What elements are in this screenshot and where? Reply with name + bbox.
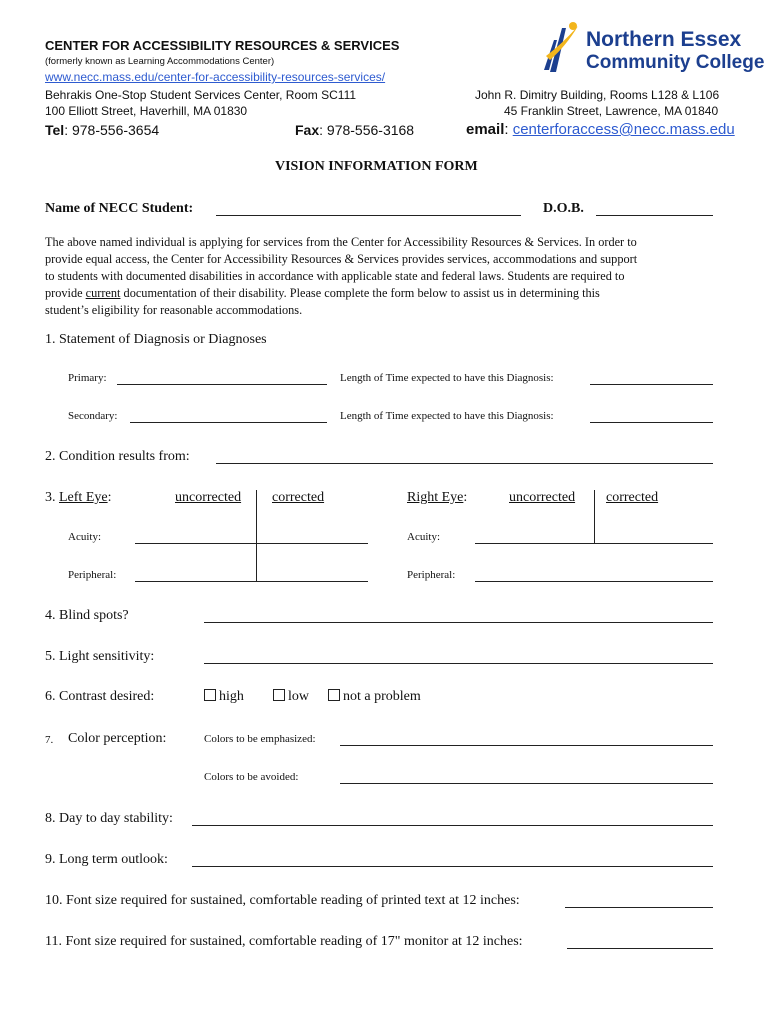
colors-avoided-label: Colors to be avoided:: [204, 771, 299, 783]
student-name-field[interactable]: [216, 215, 521, 216]
primary-length-label: Length of Time expected to have this Diagnosis:: [340, 372, 554, 384]
haverhill-address-line2: 100 Elliott Street, Haverhill, MA 01830: [45, 104, 248, 118]
left-uncorrected-heading: uncorrected: [175, 490, 242, 505]
left-corrected-heading: corrected: [272, 490, 325, 505]
phone-number: Tel: 978-556-3654: [45, 122, 160, 138]
left-acuity-label: Acuity:: [68, 531, 101, 543]
secondary-length-field[interactable]: [590, 422, 713, 423]
email-link[interactable]: centerforaccess@necc.mass.edu: [512, 121, 735, 138]
right-peripheral-label: Peripheral:: [407, 569, 456, 581]
left-peripheral-label: Peripheral:: [68, 569, 117, 581]
light-sensitivity-field[interactable]: [204, 663, 713, 664]
org-title: CENTER FOR ACCESSIBILITY RESOURCES & SERVICES: [45, 38, 400, 53]
long-term-outlook-field[interactable]: [192, 866, 713, 867]
right-corrected-heading: corrected: [606, 490, 659, 505]
left-peripheral-field[interactable]: [135, 581, 368, 582]
email-contact: email: centerforaccess@necc.mass.edu: [466, 121, 735, 138]
question-4-label: 4. Blind spots?: [45, 608, 129, 623]
secondary-diagnosis-field[interactable]: [130, 422, 327, 423]
primary-diagnosis-label: Primary:: [68, 372, 107, 384]
condition-results-field[interactable]: [216, 463, 713, 464]
dob-field[interactable]: [596, 215, 713, 216]
checkbox-low[interactable]: [273, 689, 285, 701]
question-9-label: 9. Long term outlook:: [45, 852, 168, 867]
dob-label: D.O.B.: [543, 201, 584, 216]
question-11-label: 11. Font size required for sustained, comfortable reading of 17" monitor at 12 inches:: [45, 934, 523, 949]
primary-length-field[interactable]: [590, 384, 713, 385]
question-3-left-eye-label: 3. Left Eye:: [45, 490, 112, 505]
right-peripheral-field[interactable]: [475, 581, 713, 582]
checkbox-high[interactable]: [204, 689, 216, 701]
primary-diagnosis-field[interactable]: [117, 384, 327, 385]
intro-paragraph: The above named individual is applying for services from the Center for Accessibility Resources & Services. In order to provide equal access, the Center for Accessibility Resources & Services provides services, accommodations and support to students with documented disabilities in accordance with applicable state and federal laws. Students are required to provide current documentation of their disability. Please complete the form below to assist us in determining this student’s eligibility for reasonable accommodations.: [45, 235, 638, 317]
college-logo-icon: [540, 20, 580, 78]
right-uncorrected-heading: uncorrected: [509, 490, 576, 505]
fax-number: Fax: 978-556-3168: [295, 122, 415, 138]
contrast-not-a-problem-option[interactable]: not a problem: [328, 689, 421, 705]
right-eye-label: Right Eye:: [407, 490, 468, 505]
colors-avoided-field[interactable]: [340, 783, 713, 784]
secondary-length-label: Length of Time expected to have this Diagnosis:: [340, 410, 554, 422]
question-6-label: 6. Contrast desired:: [45, 689, 155, 704]
contrast-high-option[interactable]: high: [204, 689, 244, 705]
question-1-label: 1. Statement of Diagnosis or Diagnoses: [45, 332, 267, 347]
right-acuity-label: Acuity:: [407, 531, 440, 543]
secondary-diagnosis-label: Secondary:: [68, 410, 118, 422]
logo-text-line1: Northern Essex: [586, 28, 742, 51]
website-link[interactable]: www.necc.mass.edu/center-for-accessibility-resources-services/: [45, 70, 386, 84]
printed-font-size-field[interactable]: [565, 907, 713, 908]
question-10-label: 10. Font size required for sustained, comfortable reading of printed text at 12 inches:: [45, 893, 520, 908]
blind-spots-field[interactable]: [204, 622, 713, 623]
formerly-known-note: (formerly known as Learning Accommodations Center): [45, 56, 275, 67]
student-name-label: Name of NECC Student:: [45, 201, 194, 216]
lawrence-address-line1: John R. Dimitry Building, Rooms L128 & L106: [475, 88, 720, 102]
haverhill-address-line1: Behrakis One-Stop Student Services Center, Room SC111: [45, 88, 357, 102]
question-2-label: 2. Condition results from:: [45, 449, 190, 464]
question-8-label: 8. Day to day stability:: [45, 811, 173, 826]
lawrence-address-line2: 45 Franklin Street, Lawrence, MA 01840: [504, 104, 719, 118]
logo-text-line2: Community College: [586, 52, 765, 73]
day-to-day-stability-field[interactable]: [192, 825, 713, 826]
contrast-low-option[interactable]: low: [273, 689, 309, 705]
question-7-number: 7.: [45, 734, 54, 746]
monitor-font-size-field[interactable]: [567, 948, 713, 949]
right-acuity-field[interactable]: [475, 543, 713, 544]
left-eye-column-divider: [256, 490, 257, 582]
checkbox-not-a-problem[interactable]: [328, 689, 340, 701]
colors-emphasized-label: Colors to be emphasized:: [204, 733, 316, 745]
question-5-label: 5. Light sensitivity:: [45, 649, 155, 664]
form-title: VISION INFORMATION FORM: [275, 159, 478, 174]
colors-emphasized-field[interactable]: [340, 745, 713, 746]
question-7-label: Color perception:: [68, 731, 167, 746]
left-acuity-field[interactable]: [135, 543, 368, 544]
right-eye-column-divider: [594, 490, 595, 544]
